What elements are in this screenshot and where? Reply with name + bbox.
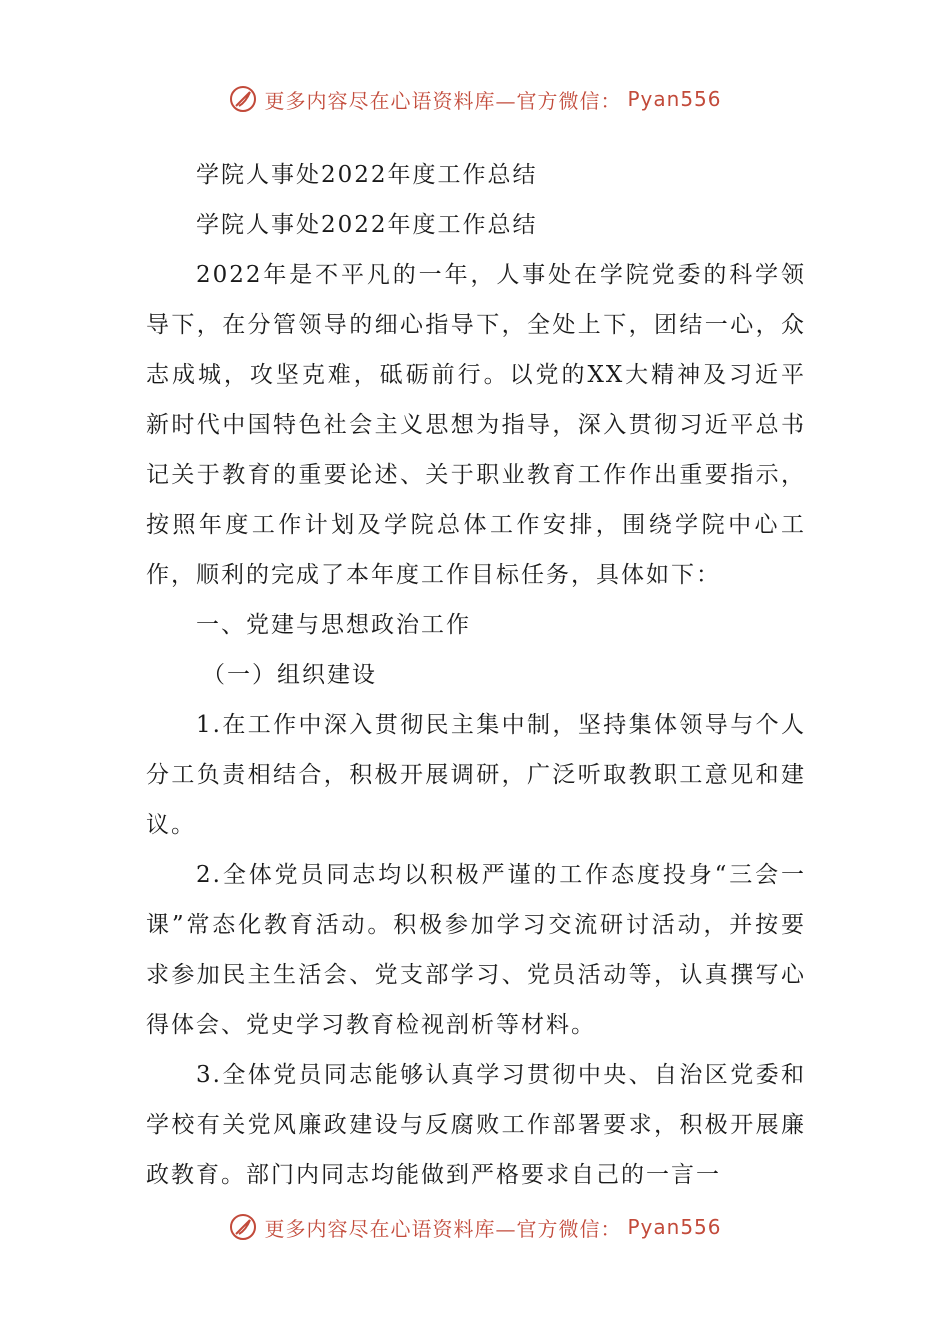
feather-pen-logo-icon (228, 1212, 258, 1242)
item-paragraph-3: 3.全体党员同志能够认真学习贯彻中央、自治区党委和学校有关党风廉政建设与反腐败工作部署要求，积极开展廉政教育。部门内同志均能做到严格要求自己的一言一 (146, 1062, 806, 1188)
feather-pen-logo-icon (228, 84, 258, 114)
watermark-text: 更多内容尽在心语资料库—官方微信： (264, 88, 622, 113)
watermark-wechat-id: Pyan556 (627, 1215, 722, 1239)
document-title: 学院人事处2022年度工作总结 (196, 162, 538, 188)
item-paragraph-1: 1.在工作中深入贯彻民主集中制，坚持集体领导与个人分工负责相结合，积极开展调研，广泛听取教职工意见和建议。 (146, 712, 806, 838)
watermark-wechat-id: Pyan556 (627, 87, 722, 111)
item-paragraph-2: 2.全体党员同志均以积极严谨的工作态度投身“三会一课”常态化教育活动。积极参加学习交流研讨活动，并按要求参加民主生活会、党支部学习、党员活动等，认真撰写心得体会、党史学习教育检视剖析等材料。 (146, 862, 806, 1038)
section-heading: 一、党建与思想政治工作 (196, 612, 471, 638)
intro-paragraph: 2022年是不平凡的一年，人事处在学院党委的科学领导下，在分管领导的细心指导下，全处上下，团结一心，众志成城，攻坚克难，砥砺前行。以党的XX大精神及习近平新时代中国特色社会主义思想为指导，深入贯彻习近平总书记关于教育的重要论述、关于职业教育工作作出重要指示，按照年度工作计划及学院总体工作安排，围绕学院中心工作，顺利的完成了本年度工作目标任务，具体如下： (146, 262, 806, 588)
watermark-text: 更多内容尽在心语资料库—官方微信： (264, 1216, 622, 1241)
document-body (146, 150, 806, 1200)
header-watermark (0, 84, 950, 114)
document-title-repeat: 学院人事处2022年度工作总结 (196, 212, 538, 238)
subsection-heading: （一）组织建设 (202, 662, 377, 688)
footer-watermark (0, 1212, 950, 1242)
